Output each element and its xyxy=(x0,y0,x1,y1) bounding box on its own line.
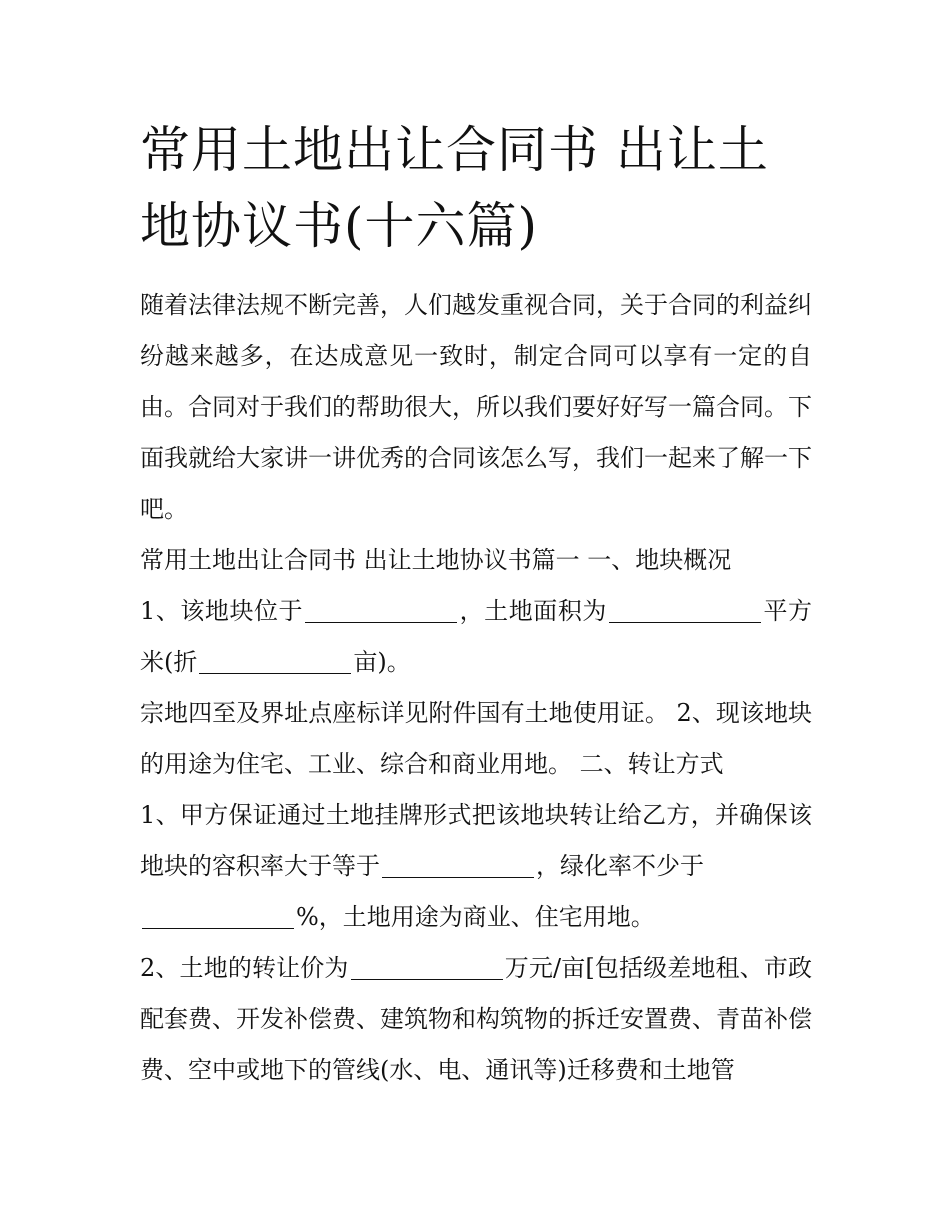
document-title: 常用土地出让合同书 出让土地协议书(十六篇) xyxy=(140,121,769,255)
clause-text: 万元/亩[包括级差地租、市政配套费、开发补偿费、建筑物和构筑物的拆迁安置费、青苗补偿费、空中或地下的管线(水、电、通讯等)迁移费和土地管 xyxy=(140,954,812,1084)
document-page xyxy=(140,112,812,1096)
blank-location xyxy=(305,592,457,623)
section-heading: 常用土地出让合同书 出让土地协议书篇一 一、地块概况 xyxy=(140,546,732,574)
clause-transfer-price xyxy=(140,943,812,1096)
clause-text: ，土地面积为 xyxy=(459,597,607,625)
clause-text: 2、土地的转让价为 xyxy=(140,954,349,982)
blank-plot-ratio xyxy=(382,847,534,878)
clause-text: ，绿化率不少于 xyxy=(536,852,704,880)
document-body xyxy=(140,280,812,1096)
blank-area-mu xyxy=(199,643,351,674)
clause-text: 1、该地块位于 xyxy=(140,597,304,625)
clause-text: %，土地用途为商业、住宅用地。 xyxy=(296,903,655,931)
blank-green-ratio xyxy=(142,898,294,929)
clause-text: 平方米(折 xyxy=(140,597,813,676)
blank-price xyxy=(351,949,503,980)
clause-boundary-usage: 宗地四至及界址点座标详见附件国有土地使用证。 2、现该地块的用途为住宅、工业、综合和商业用地。 二、转让方式 xyxy=(140,699,812,778)
blank-area-sqm xyxy=(609,592,761,623)
clause-transfer-method xyxy=(140,790,812,943)
clause-location-area xyxy=(140,586,812,688)
clause-text: 1、甲方保证通过土地挂牌形式把该地块转让给乙方，并确保该地块的容积率大于等于 xyxy=(140,801,812,880)
clause-text: 亩)。 xyxy=(353,648,411,676)
intro-paragraph: 随着法律法规不断完善，人们越发重视合同，关于合同的利益纠纷越来越多，在达成意见一致时，制定合同可以享有一定的自由。合同对于我们的帮助很大，所以我们要好好写一篇合同。下面我就给大家讲一讲优秀的合同该怎么写，我们一起来了解一下吧。 xyxy=(140,291,812,523)
